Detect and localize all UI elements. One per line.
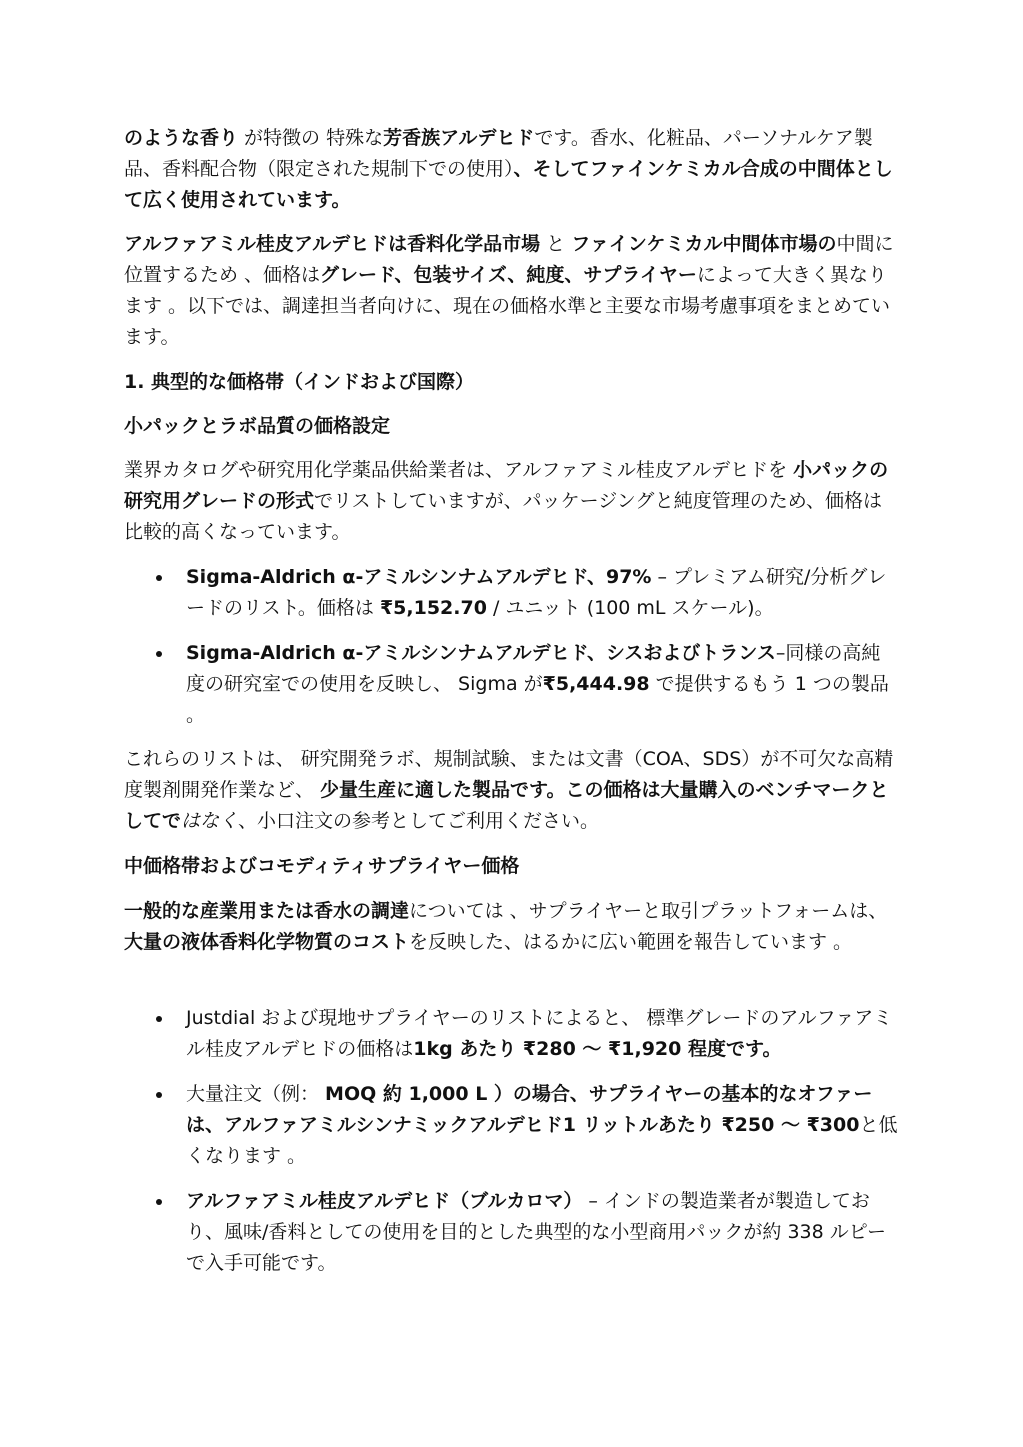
list-item: 大量注文（例： MOQ 約 1,000 L ）の場合、サプライヤーの基本的なオファーは、アルファアミルシンナミックアルデヒド1 リットルあたり ₹250 〜 ₹300と低くなります 。 [124,1079,899,1172]
subsection-heading-mid-range: 中価格帯およびコモディティサプライヤー価格 [124,855,520,877]
small-pack-paragraph: 業界カタログや研究用化学薬品供給業者は、アルファアミル桂皮アルデヒドを 小パックの研究用グレードの形式でリストしていますが、パッケージングと純度管理のため、価格は比較的高くなっています。 [124,459,889,543]
bullet-icon [156,1092,162,1098]
list-item: Sigma-Aldrich α-アミルシンナムアルデヒド、シスおよびトランス–同様の高純度の研究室での使用を反映し、 Sigma が₹5,444.98 で提供するもう 1 つの製品 。 [124,638,899,731]
market-position-paragraph: アルファアミル桂皮アルデヒドは香料化学品市場 と ファインケミカル中間体市場の中間に位置するため 、価格はグレード、包装サイズ、純度、サプライヤーによって大きく異なります 。以下では、調達担当者向けに、現在の価格水準と主要な市場考慮事項をまとめています。 [124,233,894,348]
bold-text: のような香り [124,127,239,149]
lab-price-list [124,562,899,731]
list-item: Justdial および現地サプライヤーのリストによると、 標準グレードのアルファアミル桂皮アルデヒドの価格は1kg あたり ₹280 〜 ₹1,920 程度です。 [124,1003,899,1065]
bullet-icon [156,1199,162,1205]
section-heading: 1. 典型的な価格帯（インドおよび国際） [124,371,475,393]
usage-note-paragraph: これらのリストは、 研究開発ラボ、規制試験、または文書（COA、SDS）が不可欠な高精度製剤開発作業など、 少量生産に適した製品です。この価格は大量購入のベンチマークとしてではなく、小口注文の参考としてご利用ください。 [124,748,894,832]
commodity-price-list [124,1003,899,1279]
commodity-paragraph: 一般的な産業用または香水の調達については 、サプライヤーと取引プラットフォームは、大量の液体香料化学物質のコストを反映した、はるかに広い範囲を報告しています 。 [124,900,888,953]
bullet-icon [156,1016,162,1022]
intro-paragraph: のような香り が特徴の 特殊な芳香族アルデヒドです。香水、化粧品、パーソナルケア製品、香料配合物（限定された規制下での使用）、そしてファインケミカル合成の中間体として広く使用されています。 [124,127,893,211]
bullet-icon [156,575,162,581]
bullet-icon [156,651,162,657]
list-item: Sigma-Aldrich α-アミルシンナムアルデヒド、97% – プレミアム研究/分析グレードのリスト。価格は ₹5,152.70 / ユニット (100 mL スケール)。 [124,562,899,624]
subsection-heading-small-pack: 小パックとラボ品質の価格設定 [124,415,391,437]
list-item: アルファアミル桂皮アルデヒド（ブルカロマ） – インドの製造業者が製造しており、風味/香料としての使用を目的とした典型的な小型商用パックが約 338 ルピーで入手可能です。 [124,1186,899,1279]
